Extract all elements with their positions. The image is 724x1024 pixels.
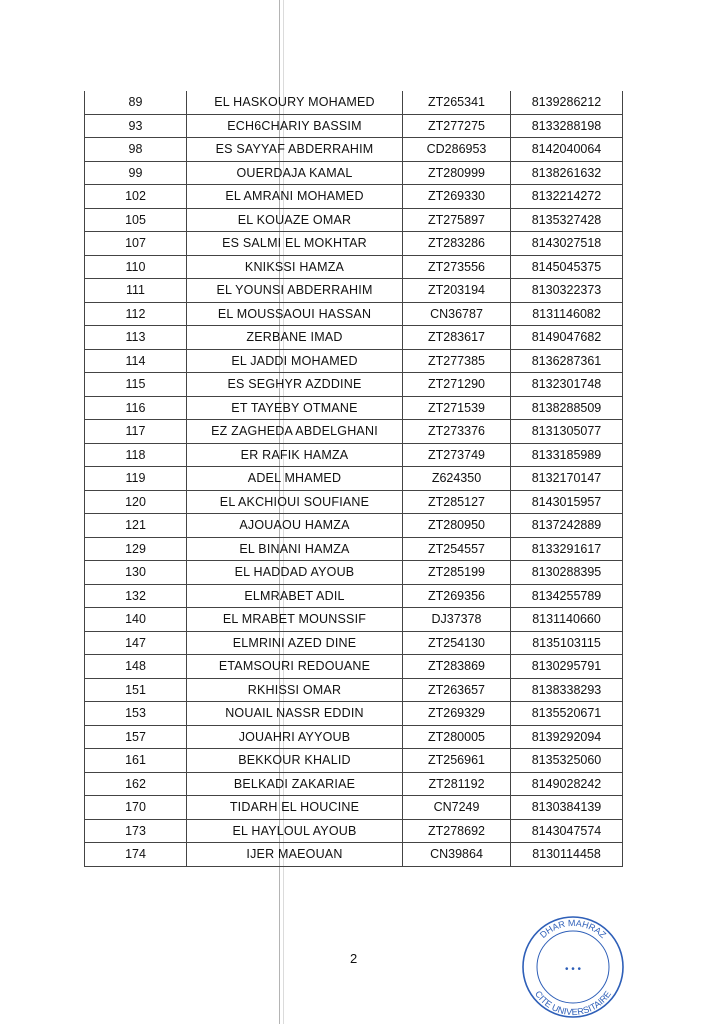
row-id-card: ZT269330 — [403, 185, 511, 209]
row-id-card: ZT281192 — [403, 772, 511, 796]
row-code: 8145045375 — [511, 255, 623, 279]
page-number: 2 — [350, 951, 358, 966]
row-code: 8143015957 — [511, 490, 623, 514]
row-number: 117 — [85, 420, 187, 444]
row-name: JOUAHRI AYYOUB — [187, 725, 403, 749]
row-name: NOUAIL NASSR EDDIN — [187, 702, 403, 726]
row-number: 129 — [85, 537, 187, 561]
row-number: 153 — [85, 702, 187, 726]
stamp-center-text: • • • — [564, 964, 582, 975]
row-id-card: ZT278692 — [403, 819, 511, 843]
row-id-card: ZT280999 — [403, 161, 511, 185]
row-name: ETAMSOURI REDOUANE — [187, 655, 403, 679]
row-number: 111 — [85, 279, 187, 303]
row-id-card: ZT256961 — [403, 749, 511, 773]
row-name: ES SAYYAF ABDERRAHIM — [187, 138, 403, 162]
row-number: 115 — [85, 373, 187, 397]
row-code: 8131140660 — [511, 608, 623, 632]
stamp-top-text: DHAR MAHRAZ — [537, 917, 609, 941]
row-name: EL KOUAZE OMAR — [187, 208, 403, 232]
row-code: 8131146082 — [511, 302, 623, 326]
row-code: 8143047574 — [511, 819, 623, 843]
row-id-card: ZT269329 — [403, 702, 511, 726]
table-body — [85, 91, 623, 866]
row-id-card: ZT283286 — [403, 232, 511, 256]
table-row — [85, 443, 623, 467]
row-id-card: ZT263657 — [403, 678, 511, 702]
row-number: 132 — [85, 584, 187, 608]
row-number: 148 — [85, 655, 187, 679]
row-number: 105 — [85, 208, 187, 232]
row-name: EZ ZAGHEDA ABDELGHANI — [187, 420, 403, 444]
row-id-card: ZT285127 — [403, 490, 511, 514]
row-id-card: ZT283869 — [403, 655, 511, 679]
row-name: EL BINANI HAMZA — [187, 537, 403, 561]
row-code: 8130114458 — [511, 843, 623, 867]
row-name: EL HADDAD AYOUB — [187, 561, 403, 585]
row-code: 8132214272 — [511, 185, 623, 209]
row-id-card: ZT273749 — [403, 443, 511, 467]
table-row — [85, 326, 623, 350]
row-id-card: ZT285199 — [403, 561, 511, 585]
row-number: 157 — [85, 725, 187, 749]
row-id-card: ZT254557 — [403, 537, 511, 561]
row-code: 8139286212 — [511, 91, 623, 114]
row-name: ZERBANE IMAD — [187, 326, 403, 350]
row-name: ECH6CHARIY BASSIM — [187, 114, 403, 138]
row-name: EL MOUSSAOUI HASSAN — [187, 302, 403, 326]
row-id-card: ZT273556 — [403, 255, 511, 279]
table-row — [85, 678, 623, 702]
row-id-card: ZT283617 — [403, 326, 511, 350]
row-number: 89 — [85, 91, 187, 114]
row-number: 121 — [85, 514, 187, 538]
row-code: 8132301748 — [511, 373, 623, 397]
row-code: 8135325060 — [511, 749, 623, 773]
table-row — [85, 279, 623, 303]
row-name: IJER MAEOUAN — [187, 843, 403, 867]
row-number: 113 — [85, 326, 187, 350]
row-name: ES SALMI EL MOKHTAR — [187, 232, 403, 256]
row-name: EL MRABET MOUNSSIF — [187, 608, 403, 632]
table-row — [85, 185, 623, 209]
row-code: 8131305077 — [511, 420, 623, 444]
row-name: ET TAYEBY OTMANE — [187, 396, 403, 420]
row-number: 118 — [85, 443, 187, 467]
table-row — [85, 138, 623, 162]
row-name: ADEL MHAMED — [187, 467, 403, 491]
row-number: 116 — [85, 396, 187, 420]
row-name: ES SEGHYR AZDDINE — [187, 373, 403, 397]
row-code: 8135103115 — [511, 631, 623, 655]
row-code: 8130384139 — [511, 796, 623, 820]
row-id-card: ZT280950 — [403, 514, 511, 538]
row-code: 8133185989 — [511, 443, 623, 467]
row-number: 130 — [85, 561, 187, 585]
table-row — [85, 514, 623, 538]
row-id-card: ZT273376 — [403, 420, 511, 444]
row-code: 8133288198 — [511, 114, 623, 138]
table-row — [85, 702, 623, 726]
table-row — [85, 749, 623, 773]
table-row — [85, 843, 623, 867]
row-id-card: CN7249 — [403, 796, 511, 820]
row-code: 8130322373 — [511, 279, 623, 303]
row-number: 162 — [85, 772, 187, 796]
row-number: 102 — [85, 185, 187, 209]
row-name: TIDARH EL HOUCINE — [187, 796, 403, 820]
row-id-card: CN39864 — [403, 843, 511, 867]
row-id-card: ZT203194 — [403, 279, 511, 303]
student-table — [84, 91, 623, 867]
row-name: OUERDAJA KAMAL — [187, 161, 403, 185]
table-row — [85, 537, 623, 561]
row-code: 8134255789 — [511, 584, 623, 608]
row-name: EL YOUNSI ABDERRAHIM — [187, 279, 403, 303]
row-name: ELMRINI AZED DINE — [187, 631, 403, 655]
row-name: BELKADI ZAKARIAE — [187, 772, 403, 796]
row-code: 8135327428 — [511, 208, 623, 232]
row-code: 8137242889 — [511, 514, 623, 538]
row-number: 140 — [85, 608, 187, 632]
table-row — [85, 373, 623, 397]
row-id-card: ZT280005 — [403, 725, 511, 749]
row-id-card: ZT271290 — [403, 373, 511, 397]
row-code: 8149047682 — [511, 326, 623, 350]
row-id-card: CN36787 — [403, 302, 511, 326]
table-row — [85, 255, 623, 279]
row-name: BEKKOUR KHALID — [187, 749, 403, 773]
row-number: 170 — [85, 796, 187, 820]
row-number: 151 — [85, 678, 187, 702]
row-number: 112 — [85, 302, 187, 326]
row-name: ELMRABET ADIL — [187, 584, 403, 608]
row-number: 110 — [85, 255, 187, 279]
row-code: 8133291617 — [511, 537, 623, 561]
row-id-card: ZT275897 — [403, 208, 511, 232]
table-row — [85, 631, 623, 655]
row-name: EL HASKOURY MOHAMED — [187, 91, 403, 114]
row-name: RKHISSI OMAR — [187, 678, 403, 702]
row-name: EL AKCHIOUI SOUFIANE — [187, 490, 403, 514]
row-number: 173 — [85, 819, 187, 843]
table-row — [85, 91, 623, 114]
row-number: 161 — [85, 749, 187, 773]
table-row — [85, 420, 623, 444]
table-row — [85, 490, 623, 514]
row-id-card: ZT277275 — [403, 114, 511, 138]
row-code: 8138288509 — [511, 396, 623, 420]
row-code: 8143027518 — [511, 232, 623, 256]
table-row — [85, 349, 623, 373]
row-name: KNIKSSI HAMZA — [187, 255, 403, 279]
row-code: 8135520671 — [511, 702, 623, 726]
row-code: 8142040064 — [511, 138, 623, 162]
row-number: 114 — [85, 349, 187, 373]
table-row — [85, 208, 623, 232]
row-id-card: ZT277385 — [403, 349, 511, 373]
table-row — [85, 232, 623, 256]
row-name: EL AMRANI MOHAMED — [187, 185, 403, 209]
row-id-card: Z624350 — [403, 467, 511, 491]
table-row — [85, 655, 623, 679]
table-row — [85, 608, 623, 632]
row-id-card: CD286953 — [403, 138, 511, 162]
row-name: EL JADDI MOHAMED — [187, 349, 403, 373]
row-id-card: ZT265341 — [403, 91, 511, 114]
table-row — [85, 772, 623, 796]
row-code: 8132170147 — [511, 467, 623, 491]
row-number: 93 — [85, 114, 187, 138]
row-number: 147 — [85, 631, 187, 655]
table-row — [85, 819, 623, 843]
row-number: 98 — [85, 138, 187, 162]
row-code: 8136287361 — [511, 349, 623, 373]
table-row — [85, 725, 623, 749]
row-code: 8130295791 — [511, 655, 623, 679]
table-row — [85, 161, 623, 185]
row-name: EL HAYLOUL AYOUB — [187, 819, 403, 843]
row-number: 174 — [85, 843, 187, 867]
table-row — [85, 584, 623, 608]
row-code: 8149028242 — [511, 772, 623, 796]
table-row — [85, 114, 623, 138]
row-number: 120 — [85, 490, 187, 514]
row-id-card: DJ37378 — [403, 608, 511, 632]
row-name: AJOUAOU HAMZA — [187, 514, 403, 538]
row-code: 8139292094 — [511, 725, 623, 749]
university-stamp — [518, 912, 628, 1022]
row-number: 119 — [85, 467, 187, 491]
row-code: 8138261632 — [511, 161, 623, 185]
row-code: 8138338293 — [511, 678, 623, 702]
row-id-card: ZT271539 — [403, 396, 511, 420]
row-name: ER RAFIK HAMZA — [187, 443, 403, 467]
table-row — [85, 561, 623, 585]
row-code: 8130288395 — [511, 561, 623, 585]
stamp-bottom-text: CITE UNIVERSITAIRE — [532, 988, 614, 1018]
row-number: 107 — [85, 232, 187, 256]
row-number: 99 — [85, 161, 187, 185]
table-row — [85, 302, 623, 326]
row-id-card: ZT269356 — [403, 584, 511, 608]
table-row — [85, 396, 623, 420]
row-id-card: ZT254130 — [403, 631, 511, 655]
table-row — [85, 796, 623, 820]
table-row — [85, 467, 623, 491]
